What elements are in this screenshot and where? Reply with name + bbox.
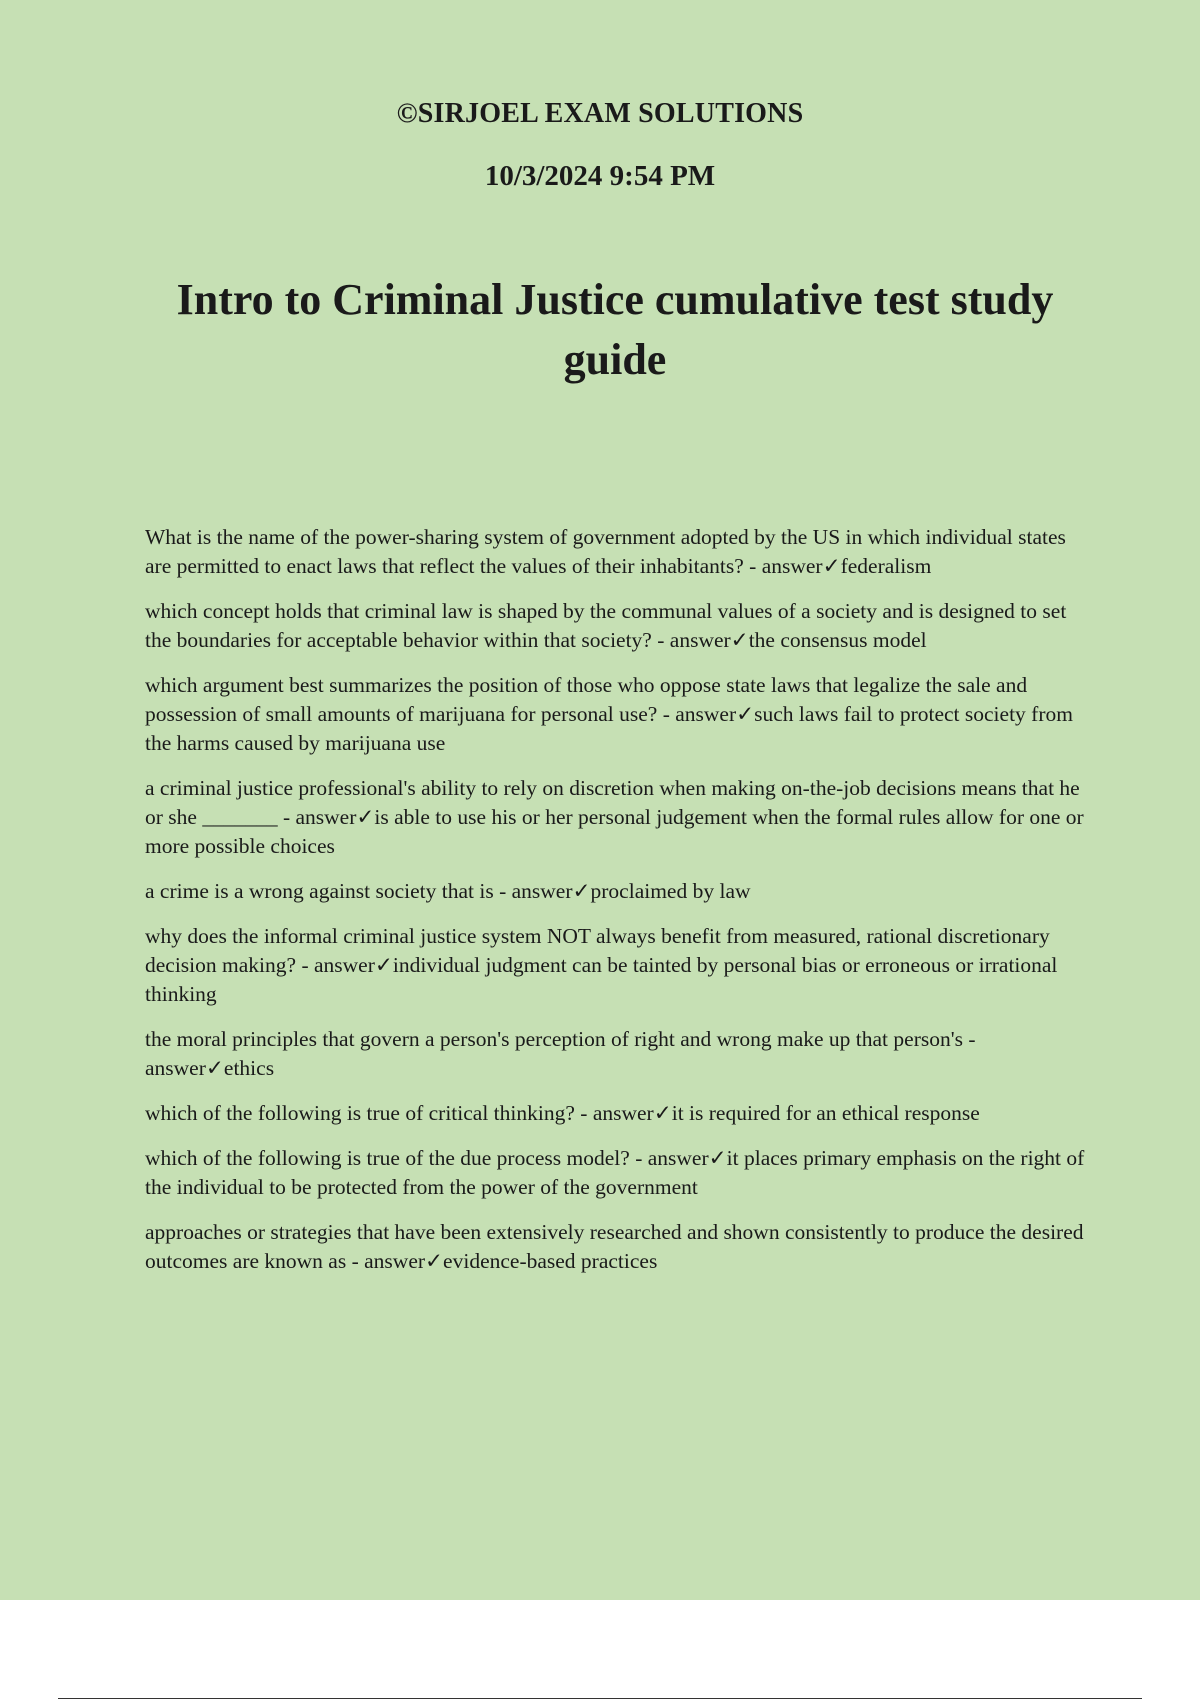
question-text: approaches or strategies that have been extensively researched and shown consistently to produce the desired outcomes are known as (145, 1220, 1084, 1273)
answer-prefix: answer (669, 628, 731, 652)
qa-separator: - (493, 879, 512, 903)
answer-text: it places primary emphasis on the right of the individual to be protected from the power of the government (145, 1146, 1085, 1199)
qa-separator: - (651, 628, 670, 652)
answer-prefix: answer (295, 805, 357, 829)
qa-separator: - (743, 554, 762, 578)
answer-prefix: answer (592, 1101, 654, 1125)
checkmark-icon: ✓ (822, 554, 841, 578)
question-text: which concept holds that criminal law is shaped by the communal values of a society and is designed to set the boundaries for acceptable behavior within that society? (145, 599, 1067, 652)
qa-item (145, 1099, 1095, 1128)
question-text: which argument best summarizes the position of those who oppose state laws that legalize the sale and possession of small amounts of marijuana for personal use? (145, 673, 1028, 726)
answer-text: it is required for an ethical response (671, 1101, 980, 1125)
footer-divider (58, 1698, 1142, 1699)
checkmark-icon: ✓ (572, 879, 591, 903)
answer-prefix: answer (761, 554, 823, 578)
qa-list (145, 523, 1095, 1292)
answer-text: individual judgment can be tainted by personal bias or erroneous or irrational thinking (145, 953, 1058, 1006)
answer-text: is able to use his or her personal judgement when the formal rules allow for one or more possible choices (145, 805, 1084, 858)
answer-text: ethics (223, 1056, 275, 1080)
question-text: a crime is a wrong against society that is (145, 879, 494, 903)
qa-item (145, 922, 1095, 1009)
answer-text: proclaimed by law (590, 879, 751, 903)
checkmark-icon: ✓ (653, 1101, 672, 1125)
answer-prefix: answer (145, 1056, 206, 1080)
answer-prefix: answer (313, 953, 375, 977)
qa-item (145, 1144, 1095, 1202)
checkmark-icon: ✓ (205, 1056, 224, 1080)
checkmark-icon: ✓ (356, 805, 375, 829)
qa-item (145, 597, 1095, 655)
qa-item (145, 1218, 1095, 1276)
question-text: the moral principles that govern a person's perception of right and wrong make up that person's (145, 1027, 963, 1051)
qa-item (145, 1025, 1095, 1083)
answer-prefix: answer (511, 879, 573, 903)
answer-text: such laws fail to protect society from the harms caused by marijuana use (145, 702, 1073, 755)
answer-prefix: answer (647, 1146, 709, 1170)
question-text: a criminal justice professional's ability to rely on discretion when making on-the-job decisions means that he or she _______ (145, 776, 1080, 829)
answer-text: federalism (840, 554, 932, 578)
answer-prefix: answer (364, 1249, 426, 1273)
qa-separator: - (346, 1249, 365, 1273)
document-title: Intro to Criminal Justice cumulative test study guide (176, 275, 1054, 384)
question-text: which of the following is true of the due process model? (145, 1146, 630, 1170)
qa-separator: - (296, 953, 314, 977)
answer-text: the consensus model (748, 628, 927, 652)
checkmark-icon: ✓ (425, 1249, 444, 1273)
question-text: why does the informal criminal justice system NOT always benefit from measured, rational discretionary decision making? (145, 924, 1050, 977)
qa-item (145, 671, 1095, 758)
qa-separator: - (574, 1101, 593, 1125)
copyright-watermark: ©SIRJOEL EXAM SOLUTIONS (396, 98, 804, 129)
qa-item (145, 877, 1095, 906)
checkmark-icon: ✓ (730, 628, 749, 652)
checkmark-icon: ✓ (374, 953, 393, 977)
checkmark-icon: ✓ (736, 702, 755, 726)
qa-separator: - (629, 1146, 648, 1170)
question-text: which of the following is true of critical thinking? (145, 1101, 575, 1125)
answer-text: evidence-based practices (443, 1249, 658, 1273)
print-timestamp: 10/3/2024 9:54 PM (484, 160, 716, 192)
qa-item (145, 774, 1095, 861)
answer-prefix: answer (675, 702, 737, 726)
qa-item (145, 523, 1095, 581)
question-text: What is the name of the power-sharing system of government adopted by the US in which individual states are permitted to enact laws that reflect the values of their inhabitants? (145, 525, 1066, 578)
checkmark-icon: ✓ (708, 1146, 727, 1170)
qa-separator: - (657, 702, 676, 726)
qa-separator: - (962, 1027, 976, 1051)
qa-separator: - (277, 805, 296, 829)
